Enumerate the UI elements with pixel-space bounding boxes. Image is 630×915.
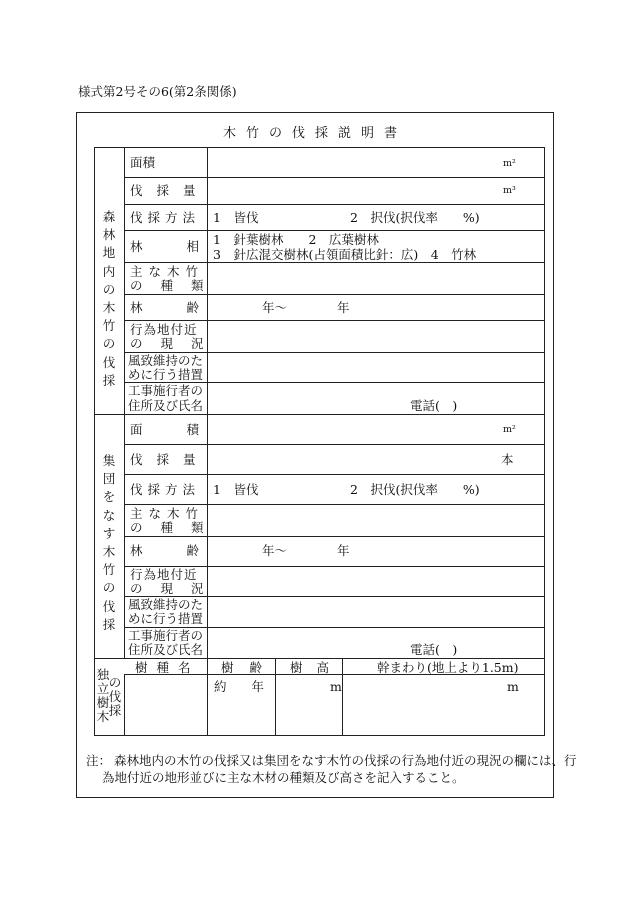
forest-site-condition-label-line2: の現況 (130, 336, 222, 351)
single-column-girth: 幹まわり(地上より1.5m) (377, 660, 519, 675)
group-species-label-line1: 主な木竹 (130, 506, 205, 521)
group-contractor-phone: 電話( ) (410, 642, 458, 657)
section-group-heading: 集団をなす木竹の伐採 (102, 453, 116, 632)
group-method-option-selective: 2 択伐(択伐率 %) (350, 482, 480, 497)
forest-scenery-measures-label-line1: 風致維持のた (128, 353, 204, 368)
group-scenery-measures-label-line2: めに行う措置 (128, 611, 204, 626)
forest-volume-unit: m³ (503, 185, 516, 196)
single-column-age: 樹齢 (221, 660, 279, 675)
forest-area-label (130, 156, 202, 170)
section-single-heading-col1: 独立樹木 (96, 667, 110, 724)
forest-species-label-line1: 主な木竹 (130, 264, 205, 279)
forest-area-label-text: 面積 (130, 155, 156, 170)
group-volume-label: 伐採量 (130, 452, 210, 467)
single-age-value: 約 年 (214, 679, 265, 694)
section-single-heading-col2: の伐採 (108, 675, 122, 718)
group-scenery-measures-label-line1: 風致維持のた (128, 597, 204, 612)
forest-type-label: 林相 (130, 239, 244, 254)
forest-method-option-selective: 2 択伐(択伐率 %) (350, 210, 480, 225)
form-number-label: 様式第2号その6(第2条関係) (78, 84, 237, 99)
forest-contractor-label-line1: 工事施行者の (128, 383, 204, 398)
single-column-species: 樹種名 (135, 660, 200, 675)
group-method-label: 伐採方法 (130, 482, 201, 497)
forest-site-condition-label-line1: 行為地付近 (130, 322, 198, 337)
note-line2: 為地付近の地形並びに主な木材の種類及び高さを記入すること。 (102, 770, 465, 785)
single-girth-unit: m (507, 679, 519, 694)
forest-volume-label: 伐採量 (130, 183, 210, 198)
forest-age-label: 林齢 (130, 300, 244, 315)
forest-type-options-line2: 3 針広混交樹林(占領面積比針：広) 4 竹林 (213, 247, 477, 262)
forest-contractor-phone: 電話( ) (410, 398, 458, 413)
forest-species-label-line2: の種類 (130, 278, 222, 293)
forest-type-options-line1: 1 針葉樹林 2 広葉樹林 (213, 232, 379, 247)
forest-contractor-label-line2: 住所及び氏名 (128, 398, 204, 413)
group-age-value: 年～ 年 (262, 543, 350, 558)
group-volume-unit: 本 (501, 452, 514, 467)
forest-scenery-measures-label-line2: めに行う措置 (128, 367, 204, 382)
document-title: 木竹の伐採説明書 (222, 126, 407, 141)
forest-method-option-clearcut: 1 皆伐 (213, 210, 259, 225)
note-prefix: 注： (86, 753, 112, 768)
forest-age-value: 年～ 年 (262, 300, 350, 315)
forest-area-unit: m² (503, 158, 516, 169)
forest-method-label: 伐採方法 (130, 210, 201, 225)
single-column-height: 樹高 (290, 660, 344, 675)
group-site-condition-label-line2: の現況 (130, 581, 222, 596)
group-contractor-label-line2: 住所及び氏名 (128, 642, 204, 657)
section-forest-heading: 森林地内の木竹の伐採 (102, 209, 116, 388)
group-contractor-label-line1: 工事施行者の (128, 628, 204, 643)
single-height-unit: m (330, 679, 342, 694)
group-area-label: 面積 (130, 422, 244, 437)
note-line1: 森林地内の木竹の伐採又は集団をなす木竹の伐採の行為地付近の現況の欄には、行 (114, 753, 577, 768)
group-method-option-clearcut: 1 皆伐 (213, 482, 259, 497)
group-area-unit: m² (503, 424, 516, 435)
group-species-label-line2: の種類 (130, 520, 222, 535)
group-age-label: 林齢 (130, 543, 244, 558)
group-site-condition-label-line1: 行為地付近 (130, 567, 198, 582)
